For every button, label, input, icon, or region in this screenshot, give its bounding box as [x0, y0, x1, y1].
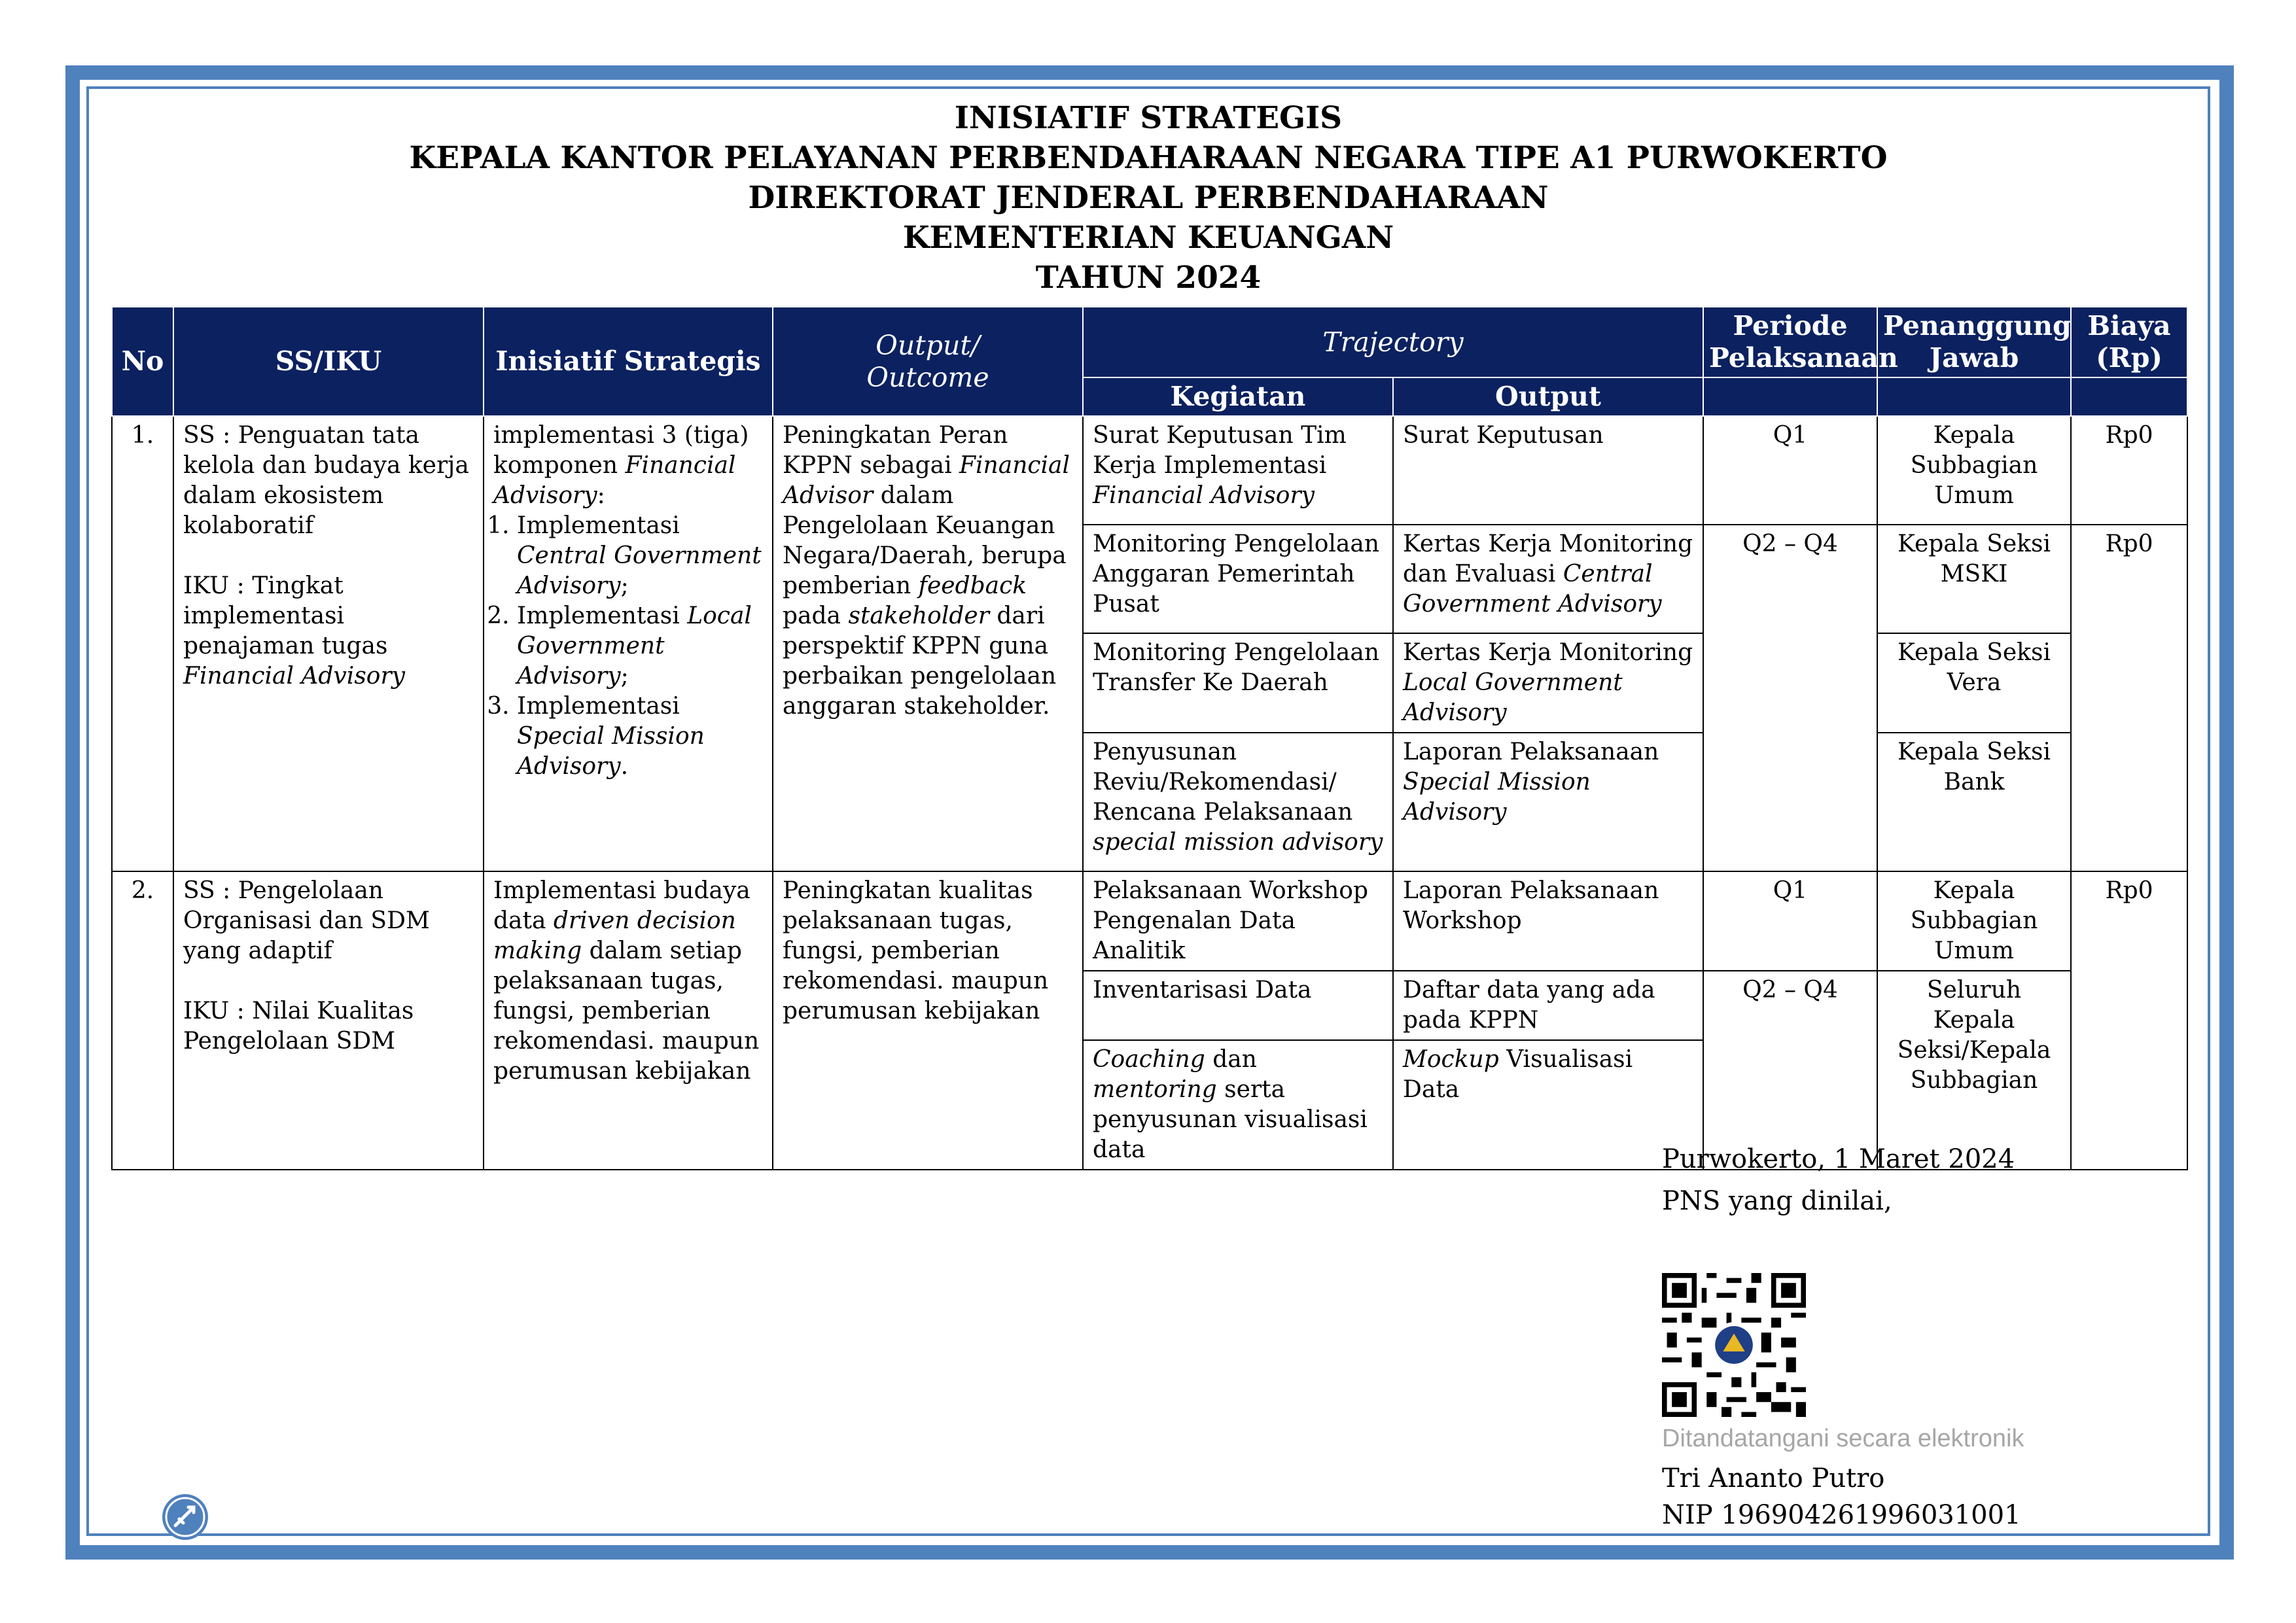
title-line-4: KEMENTERIAN KEUANGAN: [902, 220, 1394, 256]
row2-ss: SS : Pengelolaan Organisasi dan SDM yang adaptif: [183, 877, 430, 964]
row1-output-2: [1393, 525, 1703, 633]
table-row: [112, 871, 2187, 971]
header-kegiatan: Kegiatan: [1083, 377, 1393, 416]
header-pj-blank: [1877, 377, 2071, 416]
row1-out-b: Financial Advisor: [783, 452, 1070, 509]
row1-inis-item2-punct: ;: [620, 663, 629, 689]
row2-periode-1: Q1: [1703, 871, 1877, 971]
row1-pj-2: Kepala Seksi MSKI: [1877, 525, 2071, 633]
list-item: [517, 601, 763, 691]
title-line-2: KEPALA KANTOR PELAYANAN PERBENDAHARAAN NEGARA TIPE A1 PURWOKERTO: [409, 140, 1888, 176]
row1-inis-colon: :: [597, 482, 605, 509]
row1-out-a: Peningkatan Peran KPPN sebagai: [783, 422, 1008, 479]
row1-biaya-2: Rp0: [2071, 525, 2187, 871]
row2-o3-a: Mockup: [1403, 1046, 1499, 1073]
signature-block: [1662, 1138, 2015, 1222]
row1-out-f: stakeholder: [848, 602, 989, 629]
row1-no: 1.: [112, 416, 173, 871]
row2-output-1: Laporan Pelaksanaan Workshop: [1393, 871, 1703, 971]
electronic-signature-note: Ditandatangani secara elektronik: [1662, 1425, 2024, 1452]
row1-output-3: [1393, 633, 1703, 733]
row1-o2-term: Central Government Advisory: [1403, 561, 1662, 618]
row1-inis-term: Financial Advisory: [493, 452, 736, 509]
row2-pj-1: Kepala Subbagian Umum: [1877, 871, 2071, 971]
row2-inis-b: driven decision making: [493, 907, 736, 964]
row1-periode-2: Q2 – Q4: [1703, 525, 1877, 871]
header-periode-1: Periode: [1733, 310, 1848, 341]
row1-inisiatif: [484, 416, 773, 871]
header-inisiatif: Inisiatif Strategis: [484, 307, 773, 416]
header-biaya-2: (Rp): [2096, 342, 2163, 374]
row2-output-2: Daftar data yang ada pada KPPN: [1393, 971, 1703, 1040]
row2-inisiatif: [484, 871, 773, 1170]
signature-role: PNS yang dinilai,: [1662, 1186, 1892, 1216]
row2-inis-a: Implementasi budaya data: [493, 877, 751, 934]
row1-biaya-1: Rp0: [2071, 416, 2187, 525]
row1-out-d: feedback: [918, 572, 1027, 599]
header-output-outcome-1: Output/: [875, 329, 980, 361]
header-pj-1: Penanggung: [1883, 310, 2072, 341]
row1-inis-item2-text: Implementasi: [517, 602, 688, 629]
row2-output-3: [1393, 1040, 1703, 1170]
row2-inis-c: dalam setiap pelaksanaan tugas, fungsi, pemberian rekomendasi. maupun perumusan kebijakan: [493, 937, 760, 1085]
row1-out-g: dari perspektif KPPN guna perbaikan pengelolaan anggaran stakeholder.: [783, 602, 1057, 720]
row1-kegiatan-3: Monitoring Pengelolaan Transfer Ke Daerah: [1083, 633, 1393, 733]
row2-no: 2.: [112, 871, 173, 1170]
row1-inis-item1-term: Central Government Advisory: [517, 542, 762, 599]
row2-biaya: Rp0: [2071, 871, 2187, 1170]
row1-ss: SS : Penguatan tata kelola dan budaya kerja dalam ekosistem kolaboratif: [183, 422, 469, 539]
header-output-outcome-2: Outcome: [866, 361, 989, 393]
header-output: Output: [1393, 377, 1703, 416]
row1-pj-1: Kepala Subbagian Umum: [1877, 416, 2071, 525]
header-ss-iku: SS/IKU: [173, 307, 484, 416]
row1-inis-item2-term: Local Government Advisory: [517, 602, 752, 689]
row2-ss-iku: [173, 871, 484, 1170]
row2-kegiatan-1: Pelaksanaan Workshop Pengenalan Data Analitik: [1083, 871, 1393, 971]
row2-kegiatan-2: Inventarisasi Data: [1083, 971, 1393, 1040]
strategic-initiative-table: [111, 306, 2188, 1170]
row2-k3-b: dan: [1205, 1046, 1257, 1073]
row1-inisiatif-intro: [493, 421, 763, 511]
row1-inis-item1-punct: ;: [620, 572, 629, 599]
row1-ss-iku: [173, 416, 484, 871]
row1-o4-term: Special Mission Advisory: [1403, 769, 1591, 826]
title-line-5: TAHUN 2024: [1035, 260, 1262, 296]
row1-inis-item3-term: Special Mission Advisory: [517, 723, 705, 780]
header-periode-blank: [1703, 377, 1877, 416]
row2-output-outcome: Peningkatan kualitas pelaksanaan tugas, fungsi, pemberian rekomendasi. maupun perumusan kebijakan: [773, 871, 1083, 1170]
row1-k1-text: Surat Keputusan Tim Kerja Implementasi: [1093, 422, 1347, 479]
row1-out-e: pada: [783, 602, 849, 629]
row2-kegiatan-3: [1083, 1040, 1393, 1170]
row1-periode-1: Q1: [1703, 416, 1877, 525]
row2-pj-2: Seluruh Kepala Seksi/Kepala Subbagian: [1877, 971, 2071, 1170]
row1-output-1: Surat Keputusan: [1393, 416, 1703, 525]
header-periode: [1703, 307, 1898, 377]
row2-o3-b: Visualisasi Data: [1403, 1046, 1633, 1103]
signature-place-date: Purwokerto, 1 Maret 2024: [1662, 1144, 2015, 1174]
row1-inisiatif-list: [493, 511, 763, 782]
row1-kegiatan-2: Monitoring Pengelolaan Anggaran Pemerintah Pusat: [1083, 525, 1393, 633]
title-line-3: DIREKTORAT JENDERAL PERBENDAHARAAN: [748, 180, 1549, 216]
table-row: [112, 416, 2187, 525]
row1-k4-text: Penyusunan Reviu/Rekomendasi/ Rencana Pelaksanaan: [1093, 739, 1353, 826]
header-biaya-blank: [2071, 377, 2187, 416]
row1-inis-item3-text: Implementasi: [517, 693, 680, 720]
header-periode-2: Pelaksanaan: [1709, 342, 1898, 374]
row1-output-outcome: [773, 416, 1083, 871]
list-item: [517, 511, 763, 601]
row1-output-4: [1393, 733, 1703, 871]
document-title: [86, 98, 2210, 298]
row1-o3-text: Kertas Kerja Monitoring: [1403, 639, 1693, 666]
header-biaya: [2071, 307, 2187, 377]
row1-k4-term: special mission advisory: [1093, 829, 1383, 856]
header-no: No: [112, 307, 173, 416]
signer-block: [1662, 1460, 2021, 1533]
row1-iku-term: Financial Advisory: [183, 663, 406, 689]
header-penanggung-jawab: [1877, 307, 2071, 377]
header-pj-2: Jawab: [1929, 342, 2019, 374]
row2-periode-2: Q2 – Q4: [1703, 971, 1877, 1170]
header-trajectory: Trajectory: [1083, 307, 1703, 377]
row1-out-c: dalam Pengelolaan Keuangan Negara/Daerah, berupa pemberian: [783, 482, 1067, 599]
row1-kegiatan-1: [1083, 416, 1393, 525]
qr-code-icon: [1662, 1273, 1806, 1417]
row1-iku-text: IKU : Tingkat implementasi penajaman tugas: [183, 572, 388, 659]
row2-k3-d: serta penyusunan visualisasi data: [1093, 1076, 1368, 1163]
row2-iku: IKU : Nilai Kualitas Pengelolaan SDM: [183, 998, 414, 1055]
signer-nip: NIP 196904261996031001: [1662, 1500, 2021, 1530]
row1-kegiatan-4: [1083, 733, 1393, 871]
title-line-1: INISIATIF STRATEGIS: [954, 100, 1343, 136]
row1-inis-text: implementasi 3 (tiga) komponen: [493, 422, 749, 479]
signer-name: Tri Ananto Putro: [1662, 1463, 1885, 1493]
list-item: [517, 691, 763, 782]
row1-pj-3: Kepala Seksi Vera: [1877, 633, 2071, 733]
row1-o2-text: Kertas Kerja Monitoring dan Evaluasi: [1403, 531, 1693, 587]
row1-o3-term: Local Government Advisory: [1403, 669, 1623, 726]
row1-inis-item1-text: Implementasi: [517, 512, 680, 539]
row1-inis-item3-punct: .: [620, 753, 629, 780]
header-output-outcome: [773, 307, 1083, 416]
row2-k3-a: Coaching: [1093, 1046, 1205, 1073]
row1-k1-term: Financial Advisory: [1093, 482, 1315, 509]
header-biaya-1: Biaya: [2087, 310, 2171, 341]
row1-pj-4: Kepala Seksi Bank: [1877, 733, 2071, 871]
row2-k3-c: mentoring: [1093, 1076, 1217, 1103]
footer-logo-icon: [161, 1493, 209, 1541]
row1-o4-text: Laporan Pelaksanaan: [1403, 739, 1659, 765]
row1-iku: [183, 571, 474, 691]
